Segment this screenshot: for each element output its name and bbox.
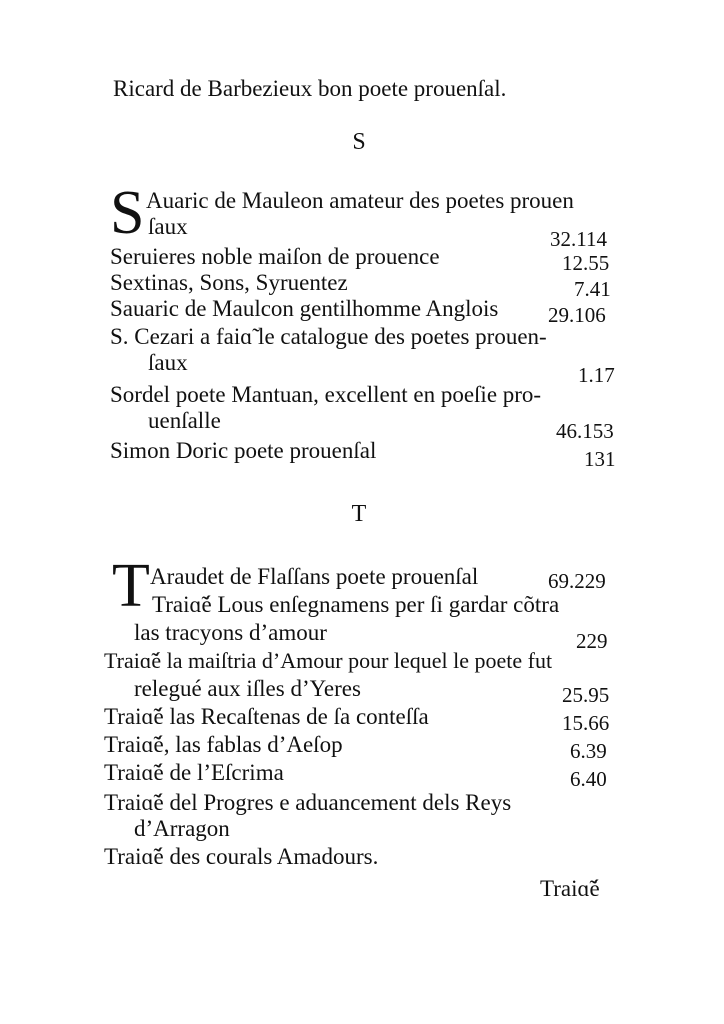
entry-t-1-pages: 69.229 (548, 569, 606, 593)
entry-s-5-line1: S. Cezari a faiɑ̃ le catalogue des poetes prouen- (110, 324, 547, 349)
entry-s-1-line2: ſaux (148, 214, 188, 239)
entry-s-6-line1: Sordel poete Mantuan, excellent en poeſie pro- (110, 382, 542, 407)
entry-s-3-line1: Sextinas, Sons, Syruentez (110, 270, 348, 295)
entry-s-3-pages: 7.41 (574, 277, 611, 301)
entry-t-3-line1: Traiɑ̃é la maiſtria d’Amour pour lequel le poete fut (104, 648, 553, 673)
entry-t-6-pages: 6.40 (570, 767, 607, 791)
entry-s-5-line2: ſaux (148, 350, 188, 375)
entry-t-7-line2: d’Arragon (134, 816, 230, 841)
entry-t-4-line1: Traiɑ̃é las Recaſtenas de ſa conteſſa (104, 704, 429, 729)
entry-s-5-pages: 1.17 (578, 363, 615, 387)
entry-s-6-line2: uenſalle (148, 408, 221, 433)
section-heading-s: S (352, 129, 366, 155)
section-heading-t: T (351, 501, 367, 527)
entry-t-2-line1: Traiɑ̃é Lous enſegnamens per ſi gardar cõtra (152, 592, 560, 617)
entry-s-1-pages: 32.114 (550, 227, 607, 251)
entry-t-1-line1: Araudet de Flaſſans poete prouenſal (150, 564, 479, 589)
entry-t-6-line1: Traiɑ̃é de l’Eſcrima (104, 760, 284, 785)
entry-t-3-line2: relegué aux iſles d’Yeres (134, 676, 361, 701)
entry-s-4-line1: Sauaric de Maulcon gentilhomme Anglois (110, 296, 499, 321)
entry-s-7-pages: 131 (584, 447, 616, 471)
entry-s-7-line1: Simon Doric poete prouenſal (110, 438, 377, 463)
entry-t-5-line1: Traiɑ̃é, las fablas d’Aeſop (104, 732, 343, 757)
entry-t-2-line2: las tracyons d’amour (134, 620, 327, 645)
catchword: Traiɑ̃é (540, 876, 600, 901)
dropcap-t: T (112, 552, 150, 620)
entry-s-1-line1: Auaric de Mauleon amateur des poetes prouen (146, 188, 574, 213)
entry-t-5-pages: 6.39 (570, 739, 607, 763)
entry-t-3-pages: 25.95 (562, 683, 610, 707)
entry-t-7-line1: Traiɑ̃é del Progres e aduancement dels Reys (104, 790, 512, 815)
entry-s-6-pages: 46.153 (556, 419, 614, 443)
top-entry: Ricard de Barbezieux bon poete prouenſal. (113, 76, 507, 101)
entry-t-2-pages: 229 (576, 629, 608, 653)
entry-s-2-line1: Seruieres noble maiſon de prouence (110, 244, 440, 269)
dropcap-s: S (110, 179, 145, 247)
entry-s-4-pages: 29.106 (548, 303, 606, 327)
entry-t-8-line1: Traiɑ̃é des courals Amadours. (104, 844, 379, 869)
entry-s-2-pages: 12.55 (562, 251, 610, 275)
entry-t-4-pages: 15.66 (562, 711, 610, 735)
